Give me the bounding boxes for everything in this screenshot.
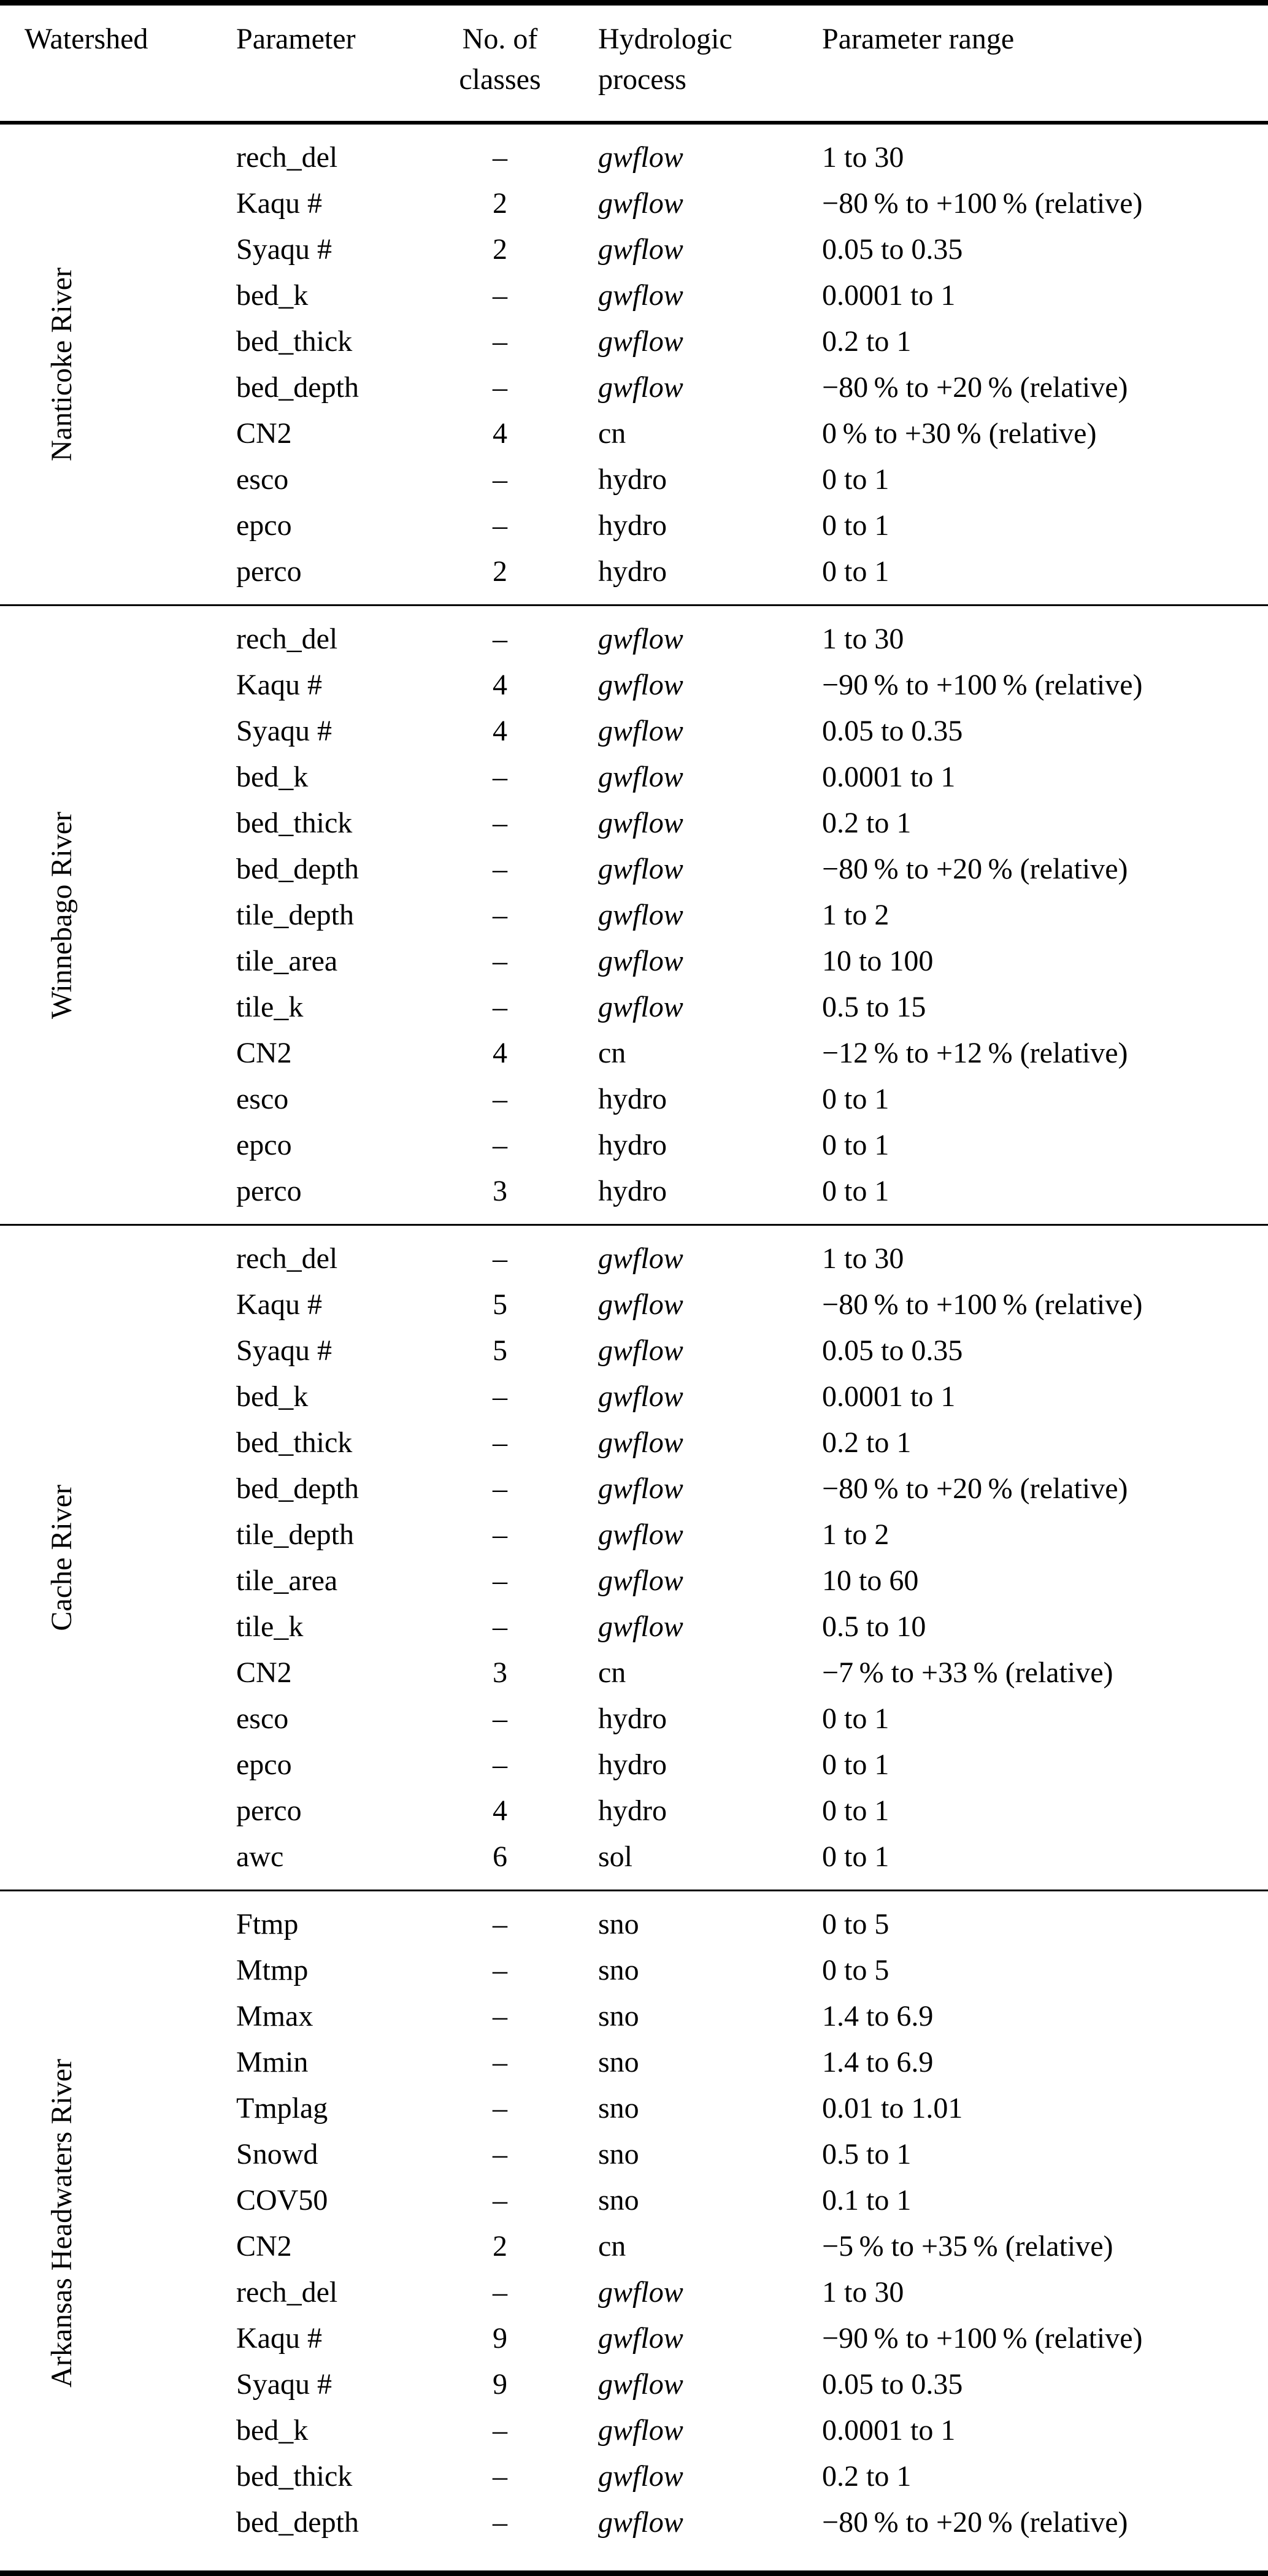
table-row [0, 1030, 1268, 1076]
table-row [0, 1947, 1268, 1993]
cell-parameter-range: −90 % to +100 % (relative) [822, 669, 1143, 701]
cell-parameter-range: −90 % to +100 % (relative) [822, 2322, 1143, 2355]
cell-hydrologic-process: gwflow [598, 1610, 683, 1643]
table-row [0, 616, 1268, 662]
cell-no-of-classes: – [493, 1564, 507, 1597]
cell-parameter-range: 1 to 30 [822, 623, 904, 655]
cell-no-of-classes: – [493, 1748, 507, 1781]
cell-parameter-range: 0 to 1 [822, 1748, 890, 1781]
header-no-of-classes [448, 19, 552, 100]
table-row [0, 754, 1268, 800]
cell-parameter-range: 0.2 to 1 [822, 2460, 912, 2493]
cell-parameter: bed_k [236, 2414, 309, 2447]
table-row [0, 2269, 1268, 2315]
cell-parameter: CN2 [236, 417, 292, 450]
table-row [0, 1076, 1268, 1122]
cell-hydrologic-process: gwflow [598, 279, 683, 312]
cell-parameter-range: 0.05 to 0.35 [822, 2368, 963, 2401]
cell-parameter-range: 1.4 to 6.9 [822, 2000, 934, 2032]
cell-no-of-classes: – [493, 1954, 507, 1986]
cell-parameter-range: 0 to 1 [822, 555, 890, 588]
table-row [0, 2131, 1268, 2177]
cell-parameter: esco [236, 1083, 289, 1115]
cell-no-of-classes: – [493, 463, 507, 496]
table-row [0, 272, 1268, 318]
cell-no-of-classes: – [493, 2092, 507, 2124]
table-row [0, 2177, 1268, 2223]
cell-parameter: Snowd [236, 2138, 318, 2170]
cell-hydrologic-process: hydro [598, 555, 667, 588]
cell-hydrologic-process: gwflow [598, 1472, 683, 1505]
cell-no-of-classes: – [493, 1426, 507, 1459]
cell-parameter-range: 10 to 100 [822, 945, 934, 977]
table-row [0, 1328, 1268, 1374]
cell-hydrologic-process: gwflow [598, 899, 683, 931]
table-row [0, 1374, 1268, 1420]
cell-no-of-classes: – [493, 807, 507, 839]
cell-hydrologic-process: gwflow [598, 1242, 683, 1275]
header-parameter-range: Parameter range [822, 23, 1015, 55]
table-row [0, 892, 1268, 938]
cell-no-of-classes: 4 [493, 715, 507, 747]
cell-parameter-range: 0.0001 to 1 [822, 279, 956, 312]
cell-no-of-classes: – [493, 2046, 507, 2078]
cell-parameter: perco [236, 1794, 302, 1827]
cell-hydrologic-process: gwflow [598, 2460, 683, 2493]
cell-parameter: bed_k [236, 1380, 309, 1413]
cell-parameter-range: 0.1 to 1 [822, 2184, 912, 2217]
cell-no-of-classes: – [493, 761, 507, 793]
cell-parameter-range: 0 to 1 [822, 1175, 890, 1207]
cell-parameter: tile_k [236, 1610, 304, 1643]
cell-no-of-classes: – [493, 2000, 507, 2032]
table-row [0, 1282, 1268, 1328]
cell-parameter: bed_depth [236, 853, 359, 885]
cell-hydrologic-process: gwflow [598, 1518, 683, 1551]
cell-parameter-range: 0.2 to 1 [822, 1426, 912, 1459]
cell-parameter: bed_depth [236, 371, 359, 404]
cell-parameter-range: 10 to 60 [822, 1564, 919, 1597]
cell-parameter: bed_thick [236, 1426, 353, 1459]
cell-parameter-range: −5 % to +35 % (relative) [822, 2230, 1113, 2263]
cell-parameter-range: 0 to 1 [822, 1083, 890, 1115]
table-row [0, 984, 1268, 1030]
cell-no-of-classes: – [493, 2460, 507, 2493]
cell-no-of-classes: 6 [493, 1840, 507, 1873]
table-row [0, 1558, 1268, 1604]
watershed-rows [0, 616, 1268, 1214]
cell-parameter: tile_k [236, 991, 304, 1023]
cell-no-of-classes: 2 [493, 233, 507, 266]
cell-parameter-range: 1 to 30 [822, 1242, 904, 1275]
cell-no-of-classes: – [493, 141, 507, 174]
cell-hydrologic-process: gwflow [598, 2276, 683, 2309]
cell-no-of-classes: 9 [493, 2322, 507, 2355]
cell-hydrologic-process: cn [598, 417, 626, 450]
table-row [0, 1420, 1268, 1466]
cell-no-of-classes: – [493, 1702, 507, 1735]
cell-hydrologic-process: hydro [598, 1083, 667, 1115]
cell-parameter: CN2 [236, 1656, 292, 1689]
cell-parameter-range: 0 to 1 [822, 1129, 890, 1161]
cell-parameter-range: 0.0001 to 1 [822, 2414, 956, 2447]
table-row [0, 1788, 1268, 1834]
cell-parameter: Kaqu # [236, 2322, 322, 2355]
cell-parameter: Mmax [236, 2000, 313, 2032]
cell-hydrologic-process: sno [598, 2092, 639, 2124]
table-row [0, 1901, 1268, 1947]
cell-no-of-classes: – [493, 991, 507, 1023]
cell-hydrologic-process: gwflow [598, 945, 683, 977]
table-top-rule [0, 0, 1268, 6]
cell-hydrologic-process: hydro [598, 1702, 667, 1735]
cell-hydrologic-process: hydro [598, 509, 667, 542]
cell-parameter: CN2 [236, 2230, 292, 2263]
cell-hydrologic-process: gwflow [598, 141, 683, 174]
table-row [0, 1466, 1268, 1512]
cell-parameter-range: −80 % to +20 % (relative) [822, 371, 1128, 404]
watershed-label [31, 606, 92, 1224]
table-row [0, 318, 1268, 364]
table-row [0, 502, 1268, 548]
cell-no-of-classes: 2 [493, 187, 507, 220]
cell-parameter: esco [236, 1702, 289, 1735]
cell-hydrologic-process: cn [598, 1656, 626, 1689]
cell-hydrologic-process: gwflow [598, 991, 683, 1023]
watershed-name: Arkansas Headwaters River [45, 2059, 78, 2388]
table-row [0, 1834, 1268, 1880]
table-row [0, 2499, 1268, 2545]
table-row [0, 800, 1268, 846]
cell-parameter: Ftmp [236, 1908, 299, 1940]
table-row [0, 1696, 1268, 1742]
cell-parameter: rech_del [236, 141, 338, 174]
table-row [0, 2039, 1268, 2085]
table-row [0, 2223, 1268, 2269]
table-row [0, 708, 1268, 754]
cell-hydrologic-process: gwflow [598, 2414, 683, 2447]
cell-no-of-classes: 5 [493, 1288, 507, 1321]
cell-parameter-range: 0 to 1 [822, 509, 890, 542]
header-parameter: Parameter [236, 23, 356, 55]
cell-parameter: COV50 [236, 2184, 328, 2217]
cell-no-of-classes: – [493, 2414, 507, 2447]
cell-hydrologic-process: cn [598, 1037, 626, 1069]
cell-hydrologic-process: hydro [598, 463, 667, 496]
watershed-group [0, 1891, 1268, 2555]
cell-no-of-classes: 4 [493, 417, 507, 450]
cell-hydrologic-process: sno [598, 2184, 639, 2217]
cell-no-of-classes: – [493, 371, 507, 404]
cell-parameter: bed_thick [236, 325, 353, 358]
cell-no-of-classes: – [493, 623, 507, 655]
cell-hydrologic-process: gwflow [598, 187, 683, 220]
cell-parameter-range: 0 to 1 [822, 1794, 890, 1827]
cell-no-of-classes: – [493, 1610, 507, 1643]
table-header-row [0, 6, 1268, 121]
table-row [0, 1122, 1268, 1168]
table-row [0, 1993, 1268, 2039]
cell-no-of-classes: – [493, 279, 507, 312]
cell-no-of-classes: – [493, 1380, 507, 1413]
table-row [0, 2315, 1268, 2361]
cell-parameter: Syaqu # [236, 233, 332, 266]
watershed-label [31, 1226, 92, 1890]
header-watershed: Watershed [25, 23, 148, 55]
header-classes-line: classes [459, 63, 541, 96]
cell-hydrologic-process: sno [598, 1908, 639, 1940]
cell-parameter-range: 0.01 to 1.01 [822, 2092, 963, 2124]
cell-parameter-range: −80 % to +20 % (relative) [822, 2506, 1128, 2539]
cell-no-of-classes: – [493, 1242, 507, 1275]
cell-no-of-classes: – [493, 1083, 507, 1115]
cell-parameter: rech_del [236, 2276, 338, 2309]
cell-parameter: rech_del [236, 623, 338, 655]
cell-parameter: tile_area [236, 1564, 338, 1597]
cell-parameter: tile_area [236, 945, 338, 977]
cell-parameter-range: 0 to 5 [822, 1908, 890, 1940]
cell-parameter: Syaqu # [236, 715, 332, 747]
cell-hydrologic-process: sol [598, 1840, 633, 1873]
cell-parameter-range: 0.2 to 1 [822, 325, 912, 358]
cell-parameter: Mtmp [236, 1954, 309, 1986]
watershed-rows [0, 134, 1268, 594]
cell-parameter-range: 1 to 30 [822, 2276, 904, 2309]
table-row [0, 410, 1268, 456]
cell-parameter: Kaqu # [236, 669, 322, 701]
cell-hydrologic-process: gwflow [598, 1288, 683, 1321]
cell-hydrologic-process: gwflow [598, 1564, 683, 1597]
cell-parameter-range: −80 % to +100 % (relative) [822, 1288, 1143, 1321]
cell-no-of-classes: – [493, 509, 507, 542]
cell-no-of-classes: 2 [493, 2230, 507, 2263]
table-row [0, 1742, 1268, 1788]
watershed-group [0, 606, 1268, 1224]
cell-no-of-classes: – [493, 1129, 507, 1161]
cell-hydrologic-process: hydro [598, 1129, 667, 1161]
cell-parameter: bed_depth [236, 2506, 359, 2539]
cell-no-of-classes: – [493, 325, 507, 358]
table-row [0, 2407, 1268, 2453]
watershed-group [0, 1226, 1268, 1890]
cell-hydrologic-process: sno [598, 1954, 639, 1986]
cell-hydrologic-process: gwflow [598, 715, 683, 747]
cell-parameter: Kaqu # [236, 187, 322, 220]
cell-parameter: bed_thick [236, 807, 353, 839]
cell-parameter: epco [236, 509, 292, 542]
cell-no-of-classes: 4 [493, 1794, 507, 1827]
cell-hydrologic-process: cn [598, 2230, 626, 2263]
cell-hydrologic-process: sno [598, 2138, 639, 2170]
cell-no-of-classes: – [493, 1472, 507, 1505]
cell-parameter: bed_k [236, 761, 309, 793]
cell-no-of-classes: 3 [493, 1175, 507, 1207]
cell-hydrologic-process: gwflow [598, 325, 683, 358]
cell-no-of-classes: 5 [493, 1334, 507, 1367]
cell-no-of-classes: 2 [493, 555, 507, 588]
cell-parameter-range: 1 to 2 [822, 899, 890, 931]
cell-parameter-range: 0 % to +30 % (relative) [822, 417, 1097, 450]
cell-parameter-range: 0.5 to 10 [822, 1610, 926, 1643]
table-row [0, 180, 1268, 226]
header-hydrologic-process [552, 19, 822, 100]
cell-hydrologic-process: gwflow [598, 853, 683, 885]
cell-no-of-classes: 3 [493, 1656, 507, 1689]
cell-hydrologic-process: hydro [598, 1794, 667, 1827]
cell-parameter-range: −80 % to +20 % (relative) [822, 853, 1128, 885]
watershed-name: Cache River [45, 1484, 78, 1631]
watershed-group [0, 125, 1268, 604]
table-row [0, 1168, 1268, 1214]
cell-parameter: esco [236, 463, 289, 496]
table-row [0, 2453, 1268, 2499]
cell-hydrologic-process: gwflow [598, 1334, 683, 1367]
watershed-name: Winnebago River [45, 811, 78, 1019]
cell-no-of-classes: – [493, 853, 507, 885]
table-row [0, 846, 1268, 892]
watershed-name: Nanticoke River [45, 267, 78, 461]
cell-no-of-classes: – [493, 1908, 507, 1940]
cell-parameter: tile_depth [236, 899, 354, 931]
cell-no-of-classes: – [493, 1518, 507, 1551]
cell-parameter-range: 0 to 1 [822, 1840, 890, 1873]
table-row [0, 2085, 1268, 2131]
watershed-label [31, 125, 92, 604]
cell-no-of-classes: 9 [493, 2368, 507, 2401]
cell-hydrologic-process: hydro [598, 1175, 667, 1207]
cell-hydrologic-process: gwflow [598, 761, 683, 793]
cell-no-of-classes: – [493, 945, 507, 977]
cell-parameter-range: 0.05 to 0.35 [822, 233, 963, 266]
cell-parameter-range: 0.0001 to 1 [822, 761, 956, 793]
cell-hydrologic-process: gwflow [598, 669, 683, 701]
cell-hydrologic-process: gwflow [598, 623, 683, 655]
cell-hydrologic-process: gwflow [598, 371, 683, 404]
cell-parameter-range: 0.5 to 1 [822, 2138, 912, 2170]
cell-parameter-range: 0 to 1 [822, 1702, 890, 1735]
cell-parameter: Kaqu # [236, 1288, 322, 1321]
cell-parameter-range: −80 % to +100 % (relative) [822, 187, 1143, 220]
table-row [0, 2361, 1268, 2407]
cell-parameter: CN2 [236, 1037, 292, 1069]
table-row [0, 1512, 1268, 1558]
cell-no-of-classes: 4 [493, 669, 507, 701]
watershed-rows [0, 1901, 1268, 2545]
cell-parameter-range: −12 % to +12 % (relative) [822, 1037, 1128, 1069]
cell-parameter: perco [236, 555, 302, 588]
cell-parameter: bed_thick [236, 2460, 353, 2493]
header-process-line: process [598, 63, 686, 96]
cell-parameter-range: 1 to 30 [822, 141, 904, 174]
cell-hydrologic-process: gwflow [598, 1426, 683, 1459]
table-row [0, 1236, 1268, 1282]
cell-parameter-range: 0.2 to 1 [822, 807, 912, 839]
table-body [0, 125, 1268, 2555]
cell-hydrologic-process: gwflow [598, 2506, 683, 2539]
cell-parameter: epco [236, 1129, 292, 1161]
cell-hydrologic-process: gwflow [598, 2368, 683, 2401]
cell-hydrologic-process: sno [598, 2046, 639, 2078]
cell-no-of-classes: – [493, 2138, 507, 2170]
table-row [0, 1604, 1268, 1650]
table-row [0, 456, 1268, 502]
cell-hydrologic-process: gwflow [598, 1380, 683, 1413]
cell-parameter: Syaqu # [236, 1334, 332, 1367]
cell-parameter: rech_del [236, 1242, 338, 1275]
table-row [0, 226, 1268, 272]
cell-parameter: tile_depth [236, 1518, 354, 1551]
cell-parameter-range: 0.5 to 15 [822, 991, 926, 1023]
cell-parameter-range: 0 to 1 [822, 463, 890, 496]
cell-parameter: Syaqu # [236, 2368, 332, 2401]
cell-parameter-range: 0 to 5 [822, 1954, 890, 1986]
cell-parameter-range: −80 % to +20 % (relative) [822, 1472, 1128, 1505]
watershed-rows [0, 1236, 1268, 1880]
cell-hydrologic-process: gwflow [598, 233, 683, 266]
cell-no-of-classes: – [493, 2506, 507, 2539]
header-no-of-line: No. of [462, 23, 538, 55]
cell-parameter: awc [236, 1840, 284, 1873]
cell-parameter: bed_k [236, 279, 309, 312]
cell-parameter-range: 1 to 2 [822, 1518, 890, 1551]
cell-parameter: Mmin [236, 2046, 309, 2078]
table-bottom-rule [0, 2570, 1268, 2576]
cell-no-of-classes: – [493, 899, 507, 931]
cell-no-of-classes: – [493, 2184, 507, 2217]
cell-hydrologic-process: hydro [598, 1748, 667, 1781]
table-row [0, 548, 1268, 594]
table-row [0, 662, 1268, 708]
cell-parameter-range: 0.05 to 0.35 [822, 715, 963, 747]
cell-parameter: bed_depth [236, 1472, 359, 1505]
cell-parameter-range: 0.05 to 0.35 [822, 1334, 963, 1367]
cell-parameter: perco [236, 1175, 302, 1207]
table-row [0, 364, 1268, 410]
table-row [0, 134, 1268, 180]
cell-parameter: epco [236, 1748, 292, 1781]
table-row [0, 1650, 1268, 1696]
cell-parameter-range: 1.4 to 6.9 [822, 2046, 934, 2078]
cell-parameter-range: 0.0001 to 1 [822, 1380, 956, 1413]
cell-no-of-classes: – [493, 2276, 507, 2309]
cell-hydrologic-process: gwflow [598, 807, 683, 839]
cell-hydrologic-process: sno [598, 2000, 639, 2032]
cell-hydrologic-process: gwflow [598, 2322, 683, 2355]
table-row [0, 938, 1268, 984]
watershed-label [31, 1891, 92, 2555]
cell-no-of-classes: 4 [493, 1037, 507, 1069]
cell-parameter-range: −7 % to +33 % (relative) [822, 1656, 1113, 1689]
header-hydrologic-line: Hydrologic [598, 23, 732, 55]
cell-parameter: Tmplag [236, 2092, 328, 2124]
